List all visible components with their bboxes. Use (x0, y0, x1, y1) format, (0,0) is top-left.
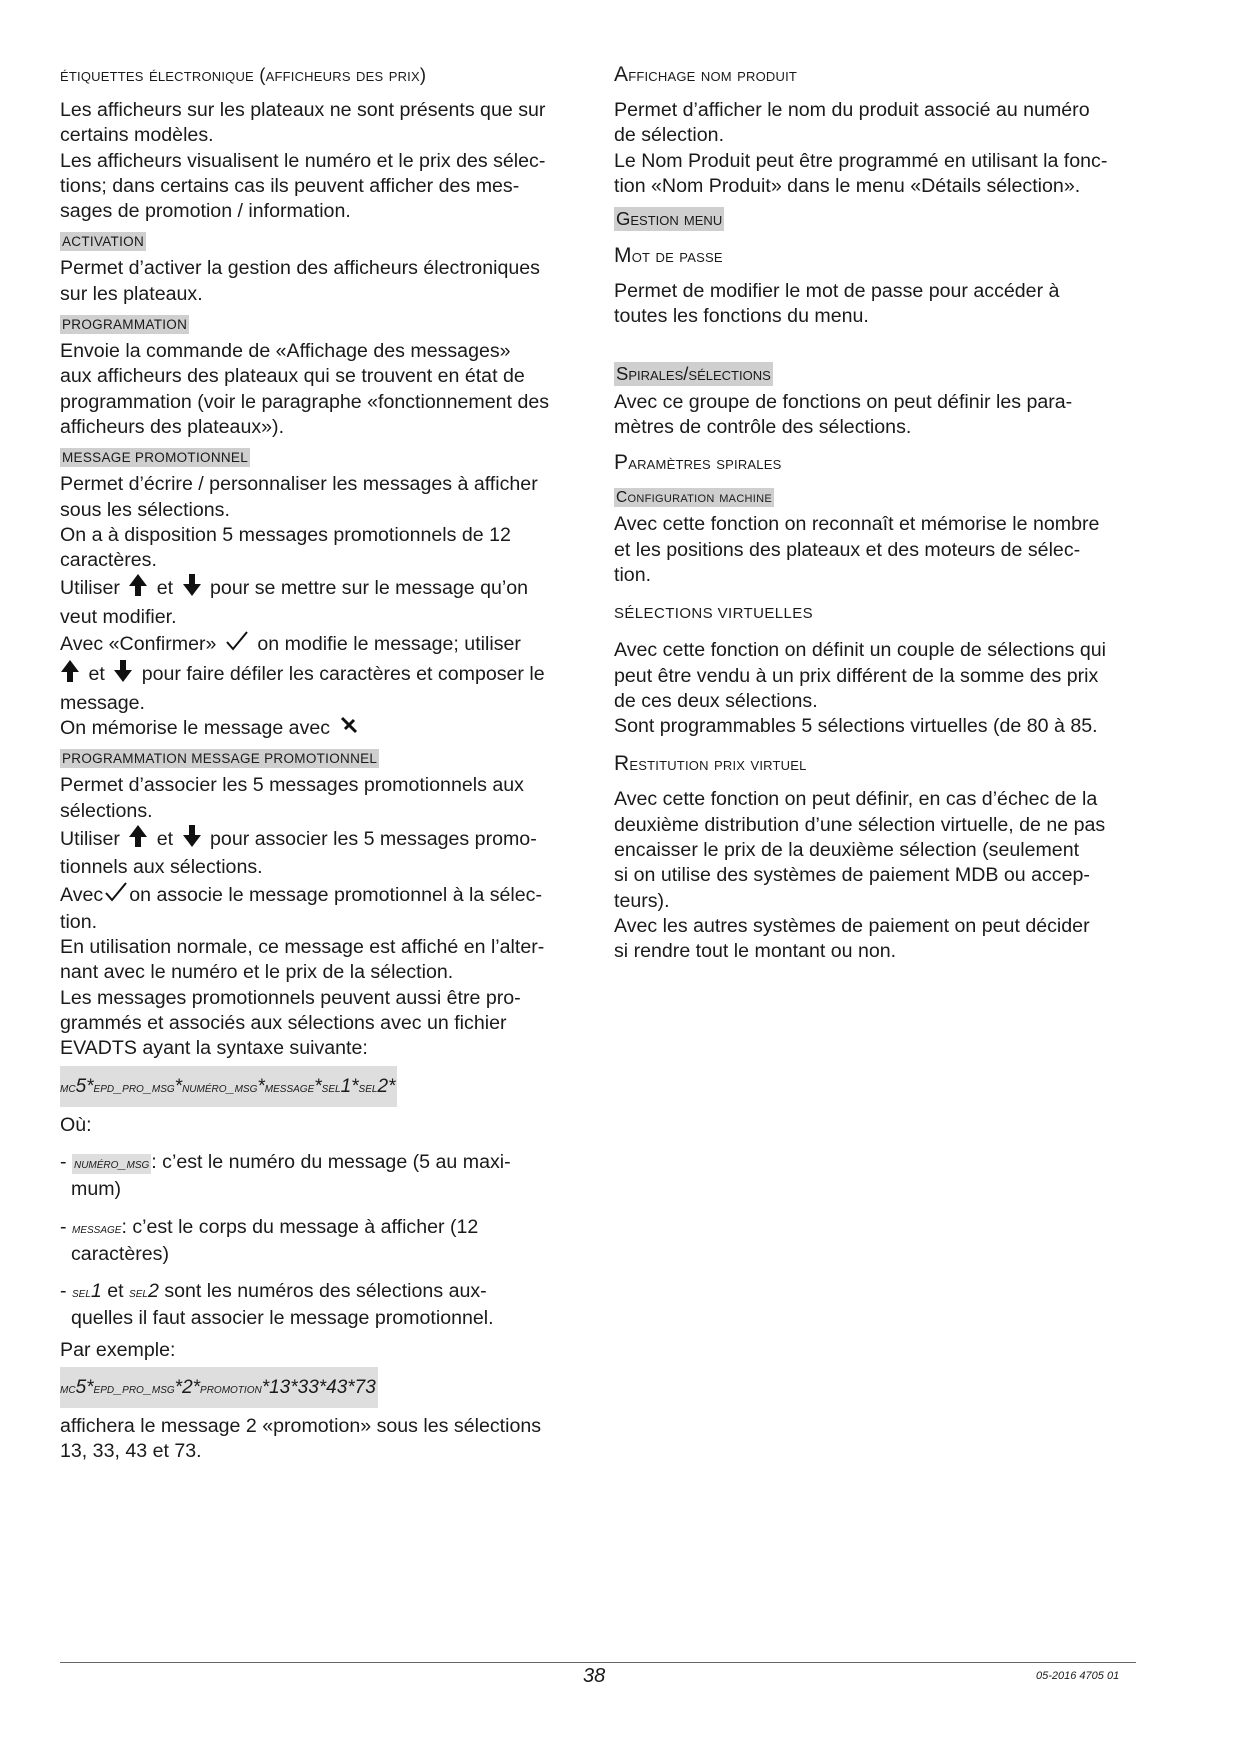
text-line: veut modifier. (60, 605, 177, 628)
subheading-programmation: PROGRAMMATION (62, 317, 188, 333)
subheading-selections-virtuelles: SÉLECTIONS VIRTUELLES (614, 605, 814, 623)
config-machine-paragraph (614, 512, 1148, 588)
section-title-etiquettes: étiquettes électronique (afficheurs des prix) (60, 64, 427, 85)
arrow-up-icon (128, 573, 148, 604)
text-line: grammés et associés aux sélections avec un fichier (60, 1012, 507, 1035)
message-promo-paragraph (60, 472, 582, 741)
text-line: 13, 33, 43 et 73. (60, 1440, 202, 1463)
arrow-up-icon (128, 824, 148, 855)
text-line: caractères. (60, 549, 157, 572)
text-line: toutes les fonctions du menu. (614, 305, 869, 328)
activation-paragraph (60, 256, 582, 307)
text-line: teurs). (614, 889, 670, 912)
text-line: On a à disposition 5 messages promotionnels de 12 (60, 523, 511, 546)
text-span: on associe le message promotionnel à la sélec- (129, 883, 542, 906)
section-title-restitution-prix-virtuel (614, 753, 1148, 775)
cancel-x-icon (339, 716, 359, 741)
title-initial: A (614, 63, 629, 86)
text-span: et (156, 827, 174, 850)
code-token: promotion (200, 1381, 262, 1398)
text-line: et les positions des plateaux et des moteurs de sélec- (614, 538, 1081, 561)
left-column (60, 64, 582, 1465)
text-span: Utiliser (60, 577, 120, 600)
title-initial: M (614, 244, 632, 268)
text-line: tions; dans certains cas ils peuvent afficher des mes- (60, 174, 520, 197)
code-token: message (71, 1220, 122, 1237)
text-line: tion. (614, 563, 652, 586)
text-span: mum) (71, 1178, 122, 1201)
syntax-code-box (60, 1066, 397, 1107)
code-token: sel (129, 1285, 148, 1302)
text-line: Permet de modifier le mot de passe pour accéder à (614, 280, 1060, 303)
syntax-bullet-list (60, 1150, 582, 1332)
text-line: Envoie la commande de «Affichage des messages» (60, 340, 511, 363)
bullet-dash: - (60, 1150, 67, 1173)
text-line (60, 659, 582, 690)
bullet-dash: - (60, 1215, 67, 1238)
section-title-affichage-nom-produit (614, 64, 1148, 86)
code-token: * (174, 1075, 183, 1097)
selections-virtuelles-paragraph (614, 638, 1148, 739)
text-span: pour associer les 5 messages promo- (210, 827, 537, 850)
text-line: tionnels aux sélections. (60, 856, 263, 879)
text-line: sous les sélections. (60, 498, 230, 521)
code-token: numéro_msg (73, 1155, 150, 1172)
text-line: mètres de contrôle des sélections. (614, 416, 912, 439)
text-line: Permet d’écrire / personnaliser les messages à afficher (60, 473, 538, 496)
title-rest: estitution prix virtuel (629, 753, 807, 775)
text-line: peut être vendu à un prix différent de la somme des prix (614, 664, 1099, 687)
text-span: Avec (60, 883, 104, 906)
code-token: epd_pro_msg (93, 1079, 175, 1096)
code-token: numéro_msg (182, 1079, 258, 1096)
bullet-dash: - (60, 1280, 67, 1303)
title-rest: ffichage nom produit (628, 64, 798, 85)
text-line: Les afficheurs sur les plateaux ne sont présents que sur (60, 99, 546, 121)
code-token: message (264, 1079, 315, 1096)
subheading-configuration-machine: Configuration machine (616, 489, 773, 507)
text-line: si on utilise des systèmes de paiement MDB ou accep- (614, 864, 1090, 887)
arrow-down-icon (113, 659, 133, 690)
code-token: * (314, 1075, 322, 1097)
section-title-mot-de-passe (614, 245, 1148, 267)
code-token: 1 (90, 1280, 102, 1303)
checkmark-icon (104, 881, 128, 910)
text-line: message. (60, 691, 145, 714)
text-line: certains modèles. (60, 124, 214, 147)
example-result-paragraph (60, 1414, 582, 1465)
text-span: sont les numéros des sélections aux- (164, 1280, 487, 1303)
text-span: et (107, 1280, 124, 1303)
intro-paragraph (60, 98, 582, 224)
code-token: 1* (340, 1075, 359, 1097)
text-line: Avec les autres systèmes de paiement on peut décider (614, 914, 1090, 937)
code-token: sel (358, 1079, 378, 1096)
code-token: mc (60, 1381, 76, 1398)
title-rest: aramètres spirales (628, 452, 782, 474)
text-line: de ces deux sélections. (614, 689, 818, 712)
text-line: En utilisation normale, ce message est affiché en l’alter- (60, 936, 545, 959)
text-line: Les messages promotionnels peuvent aussi être pro- (60, 986, 521, 1009)
text-line: Sont programmables 5 sélections virtuelles (de 80 à 85. (614, 715, 1098, 738)
title-initial: P (614, 451, 629, 475)
text-line: programmation (voir le paragraphe «fonctionnement des (60, 390, 550, 413)
title-rest: ot de passe (631, 245, 723, 267)
code-token: sel (71, 1285, 91, 1302)
code-token: sel (321, 1079, 341, 1096)
bullet-item (60, 1279, 582, 1332)
code-token: mc (60, 1079, 76, 1096)
page-number: 38 (583, 1665, 606, 1687)
checkmark-icon (225, 630, 249, 659)
prog-message-promo-paragraph (60, 773, 582, 1061)
arrow-down-icon (182, 573, 202, 604)
text-line (60, 716, 582, 741)
text-line: EVADTS ayant la syntaxe suivante: (60, 1037, 368, 1060)
text-line: Permet d’afficher le nom du produit associé au numéro (614, 99, 1090, 121)
text-line: Permet d’activer la gestion des afficheurs électroniques (60, 257, 540, 280)
text-span: et (88, 663, 105, 686)
text-span: : c’est le numéro du message (5 au maxi- (151, 1150, 511, 1173)
code-token: * (257, 1075, 265, 1097)
text-line: afficheurs des plateaux»). (60, 415, 285, 438)
text-line: sur les plateaux. (60, 282, 203, 305)
subheading-activation: ACTIVATION (62, 234, 145, 250)
text-line: Avec cette fonction on reconnaît et mémorise le nombre (614, 513, 1100, 536)
text-line: tion «Nom Produit» dans le menu «Détails sélection». (614, 174, 1081, 197)
code-token: 5* (75, 1075, 94, 1097)
text-line: Les afficheurs visualisent le numéro et le prix des sélec- (60, 149, 546, 172)
text-span: pour faire défiler les caractères et composer le (141, 663, 545, 686)
text-line: de sélection. (614, 124, 725, 147)
text-span: : c’est le corps du message à afficher (12 (121, 1215, 479, 1238)
text-line (60, 630, 582, 659)
section-title-spirales-selections: Spirales/sélections (616, 362, 771, 384)
subheading-message-promotionnel: MESSAGE PROMOTIONNEL (62, 450, 249, 466)
text-line: sages de promotion / information. (60, 200, 351, 223)
text-line: aux afficheurs des plateaux qui se trouvent en état de (60, 365, 525, 388)
footer-divider (60, 1662, 1136, 1663)
subheading-programmation-message-promotionnel: PROGRAMMATION MESSAGE PROMOTIONNEL (62, 751, 378, 767)
text-span: et (156, 577, 174, 600)
programmation-paragraph (60, 339, 582, 440)
code-token: 2* (377, 1075, 396, 1097)
example-code-box (60, 1367, 378, 1408)
right-column (614, 64, 1148, 965)
text-line: tion. (60, 910, 98, 933)
text-line: Le Nom Produit peut être programmé en utilisant la fonc- (614, 149, 1108, 172)
text-line: Avec cette fonction on peut définir, en cas d’échec de la (614, 788, 1098, 811)
text-span: Avec «Confirmer» (60, 632, 217, 655)
text-line: nant avec le numéro et le prix de la sélection. (60, 961, 454, 984)
text-line: deuxième distribution d’une sélection virtuelle, de ne pas (614, 813, 1106, 836)
text-line: sélections. (60, 799, 153, 822)
text-span: quelles il faut associer le message promotionnel. (71, 1307, 494, 1330)
section-title-gestion-menu: Gestion menu (616, 208, 723, 230)
code-token: *2* (174, 1377, 201, 1399)
section-title-parametres-spirales (614, 452, 1148, 474)
bullet-item (60, 1150, 582, 1203)
text-span: caractères) (71, 1242, 169, 1265)
code-token: epd_pro_msg (93, 1381, 175, 1398)
text-span: pour se mettre sur le message qu’on (210, 577, 529, 600)
text-line: encaisser le prix de la deuxième sélection (seulement (614, 839, 1080, 862)
arrow-down-icon (182, 824, 202, 855)
text-line (60, 824, 582, 855)
mot-de-passe-paragraph (614, 279, 1148, 330)
code-token: 2 (147, 1280, 159, 1303)
title-initial: R (614, 752, 630, 776)
document-reference: 05-2016 4705 01 (1036, 1670, 1120, 1682)
text-line: si rendre tout le montant ou non. (614, 940, 897, 963)
text-line (60, 881, 582, 910)
text-line: Permet d’associer les 5 messages promotionnels aux (60, 774, 524, 797)
text-span: On mémorise le message avec (60, 716, 331, 739)
code-token: *13*33*43*73 (261, 1377, 376, 1399)
code-token: 5* (75, 1377, 94, 1399)
text-span: Utiliser (60, 827, 120, 850)
text-line: Avec cette fonction on définit un couple de sélections qui (614, 639, 1106, 662)
text-span: on modifie le message; utiliser (257, 632, 521, 655)
affichage-nom-paragraph (614, 98, 1148, 199)
restitution-paragraph (614, 787, 1148, 964)
text-line: Par exemple: (60, 1338, 176, 1361)
text-line: Où: (60, 1113, 92, 1136)
bullet-item (60, 1215, 582, 1268)
text-line: Avec ce groupe de fonctions on peut définir les para- (614, 390, 1073, 413)
spirales-paragraph (614, 390, 1148, 441)
text-line: affichera le message 2 «promotion» sous les sélections (60, 1415, 542, 1438)
arrow-up-icon (60, 659, 80, 690)
text-line (60, 573, 582, 604)
